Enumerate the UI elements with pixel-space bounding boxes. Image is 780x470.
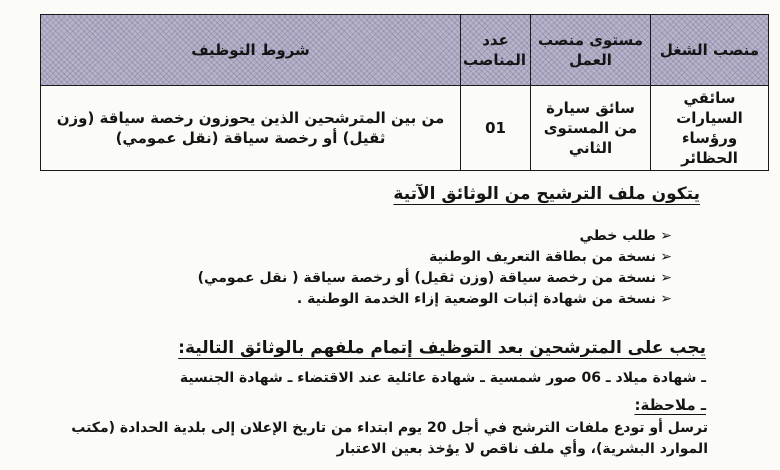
after-hiring-heading: يجب على المترشحين بعد التوظيف إتمام ملفهم بالوثائق التالية: — [178, 338, 706, 358]
cell-position: سائقي السيارات ورؤساء الحظائر — [651, 86, 769, 171]
cell-conditions: من بين المترشحين الذين يحوزون رخصة سياقة (وزن ثقيل) أو رخصة سياقة (نقل عمومي) — [41, 86, 461, 171]
note-body: ترسل أو تودع ملفات الترشح في أجل 20 يوم ابتداء من تاريخ الإعلان إلى بلدية الحدادة (مكتب الموارد البشرية)، وأي ملف ناقص لا يؤخذ بعين الاعتبار — [71, 420, 708, 457]
table-header-row — [41, 15, 769, 86]
arrow-bullet-icon: ➢ — [660, 228, 672, 244]
header-level: مستوى منصب العمل — [531, 15, 651, 86]
arrow-bullet-icon: ➢ — [660, 249, 672, 265]
arrow-bullet-icon: ➢ — [660, 270, 672, 286]
note-title: ـ ملاحظة: — [634, 396, 706, 414]
arrow-bullet-icon: ➢ — [660, 291, 672, 307]
recruitment-table — [40, 14, 769, 171]
list-item: ➢نسخة من شهادة إثبات الوضعية إزاء الخدمة الوطنية . — [198, 289, 672, 310]
header-count: عدد المناصب — [461, 15, 531, 86]
cell-level: سائق سيارة من المستوى الثاني — [531, 86, 651, 171]
header-conditions: شروط التوظيف — [41, 15, 461, 86]
list-item: ➢طلب خطي — [198, 226, 672, 247]
list-item: ➢نسخة من بطاقة التعريف الوطنية — [198, 247, 672, 268]
table-row — [41, 86, 769, 171]
list-item: ➢نسخة من رخصة سياقة (وزن ثقيل) أو رخصة سياقة ( نقل عمومي) — [198, 268, 672, 289]
documents-list — [198, 226, 672, 310]
after-hiring-documents: ـ شهادة ميلاد ـ 06 صور شمسية ـ شهادة عائلية عند الاقتضاء ـ شهادة الجنسية — [179, 370, 706, 386]
cell-count: 01 — [461, 86, 531, 171]
documents-heading: يتكون ملف الترشيح من الوثائق الآتية — [393, 184, 700, 204]
header-position: منصب الشغل — [651, 15, 769, 86]
